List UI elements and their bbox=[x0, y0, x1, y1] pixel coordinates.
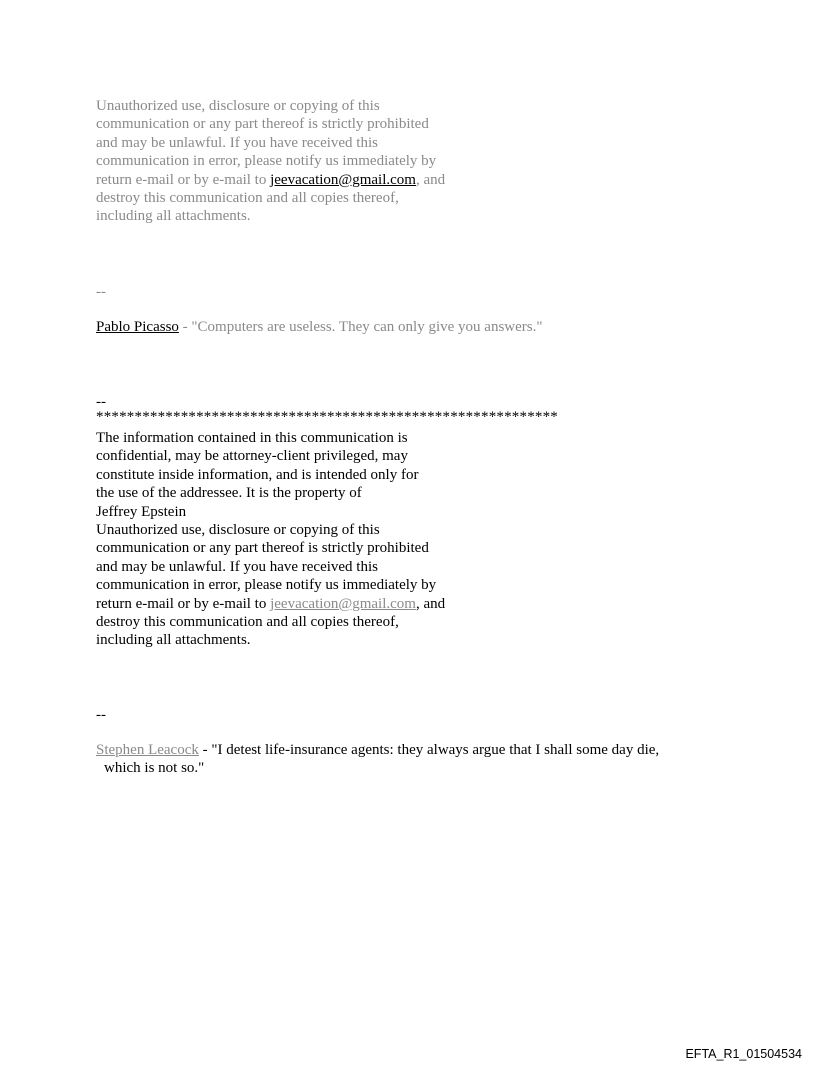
disclaimer-line: the use of the addressee. It is the property of bbox=[96, 485, 362, 502]
return-prefix: return e-mail or by e-mail to bbox=[96, 595, 271, 612]
disclaimer-line: Jeffrey Epstein bbox=[96, 503, 187, 520]
quote-text: - "Computers are useless. They can only give you answers." bbox=[178, 319, 543, 335]
disclaimer-line: communication or any part thereof is strictly prohibited bbox=[96, 116, 429, 133]
asterisk-divider: ************************************************************ bbox=[96, 409, 558, 425]
return-suffix: , and bbox=[415, 171, 446, 188]
disclaimer-line: and may be unlawful. If you have received this bbox=[96, 558, 378, 575]
disclaimer-line: including all attachments. bbox=[96, 208, 251, 225]
quote-leacock bbox=[96, 741, 659, 778]
quote-picasso bbox=[96, 318, 542, 336]
document-id: EFTA_R1_01504534 bbox=[685, 1047, 802, 1061]
quote-text: which is not so." bbox=[104, 760, 205, 777]
disclaimer-line: communication in error, please notify us immediately by bbox=[96, 577, 437, 594]
disclaimer-line: communication in error, please notify us immediately by bbox=[96, 153, 437, 170]
quote-author-link[interactable]: Stephen Leacock bbox=[96, 742, 199, 758]
disclaimer-grey bbox=[96, 97, 445, 226]
disclaimer-line bbox=[96, 595, 445, 613]
return-prefix: return e-mail or by e-mail to bbox=[96, 171, 271, 188]
disclaimer-line: The information contained in this communication is bbox=[96, 430, 408, 446]
signature-separator: -- bbox=[96, 394, 106, 410]
signature-separator: -- bbox=[96, 707, 106, 723]
disclaimer-line: confidential, may be attorney-client privileged, may bbox=[96, 448, 408, 465]
signature-separator: -- bbox=[96, 284, 106, 300]
quote-author-link[interactable]: Pablo Picasso bbox=[96, 319, 179, 335]
disclaimer-line: communication or any part thereof is strictly prohibited bbox=[96, 540, 429, 557]
disclaimer-line: destroy this communication and all copies thereof, bbox=[96, 614, 399, 631]
disclaimer-line: Unauthorized use, disclosure or copying of this bbox=[96, 98, 380, 114]
disclaimer-line: Unauthorized use, disclosure or copying of this bbox=[96, 522, 380, 539]
email-link[interactable]: jeevacation@gmail.com bbox=[270, 171, 416, 188]
quote-text: - "I detest life-insurance agents: they always argue that I shall some day die, bbox=[198, 742, 660, 758]
return-suffix: , and bbox=[415, 595, 446, 612]
email-link[interactable]: jeevacation@gmail.com bbox=[270, 595, 416, 612]
disclaimer-line: destroy this communication and all copies thereof, bbox=[96, 190, 399, 207]
disclaimer-line bbox=[96, 171, 445, 189]
disclaimer-line: including all attachments. bbox=[96, 632, 251, 649]
disclaimer-line: and may be unlawful. If you have received this bbox=[96, 134, 378, 151]
disclaimer-line: constitute inside information, and is intended only for bbox=[96, 466, 419, 483]
disclaimer-black bbox=[96, 429, 445, 650]
